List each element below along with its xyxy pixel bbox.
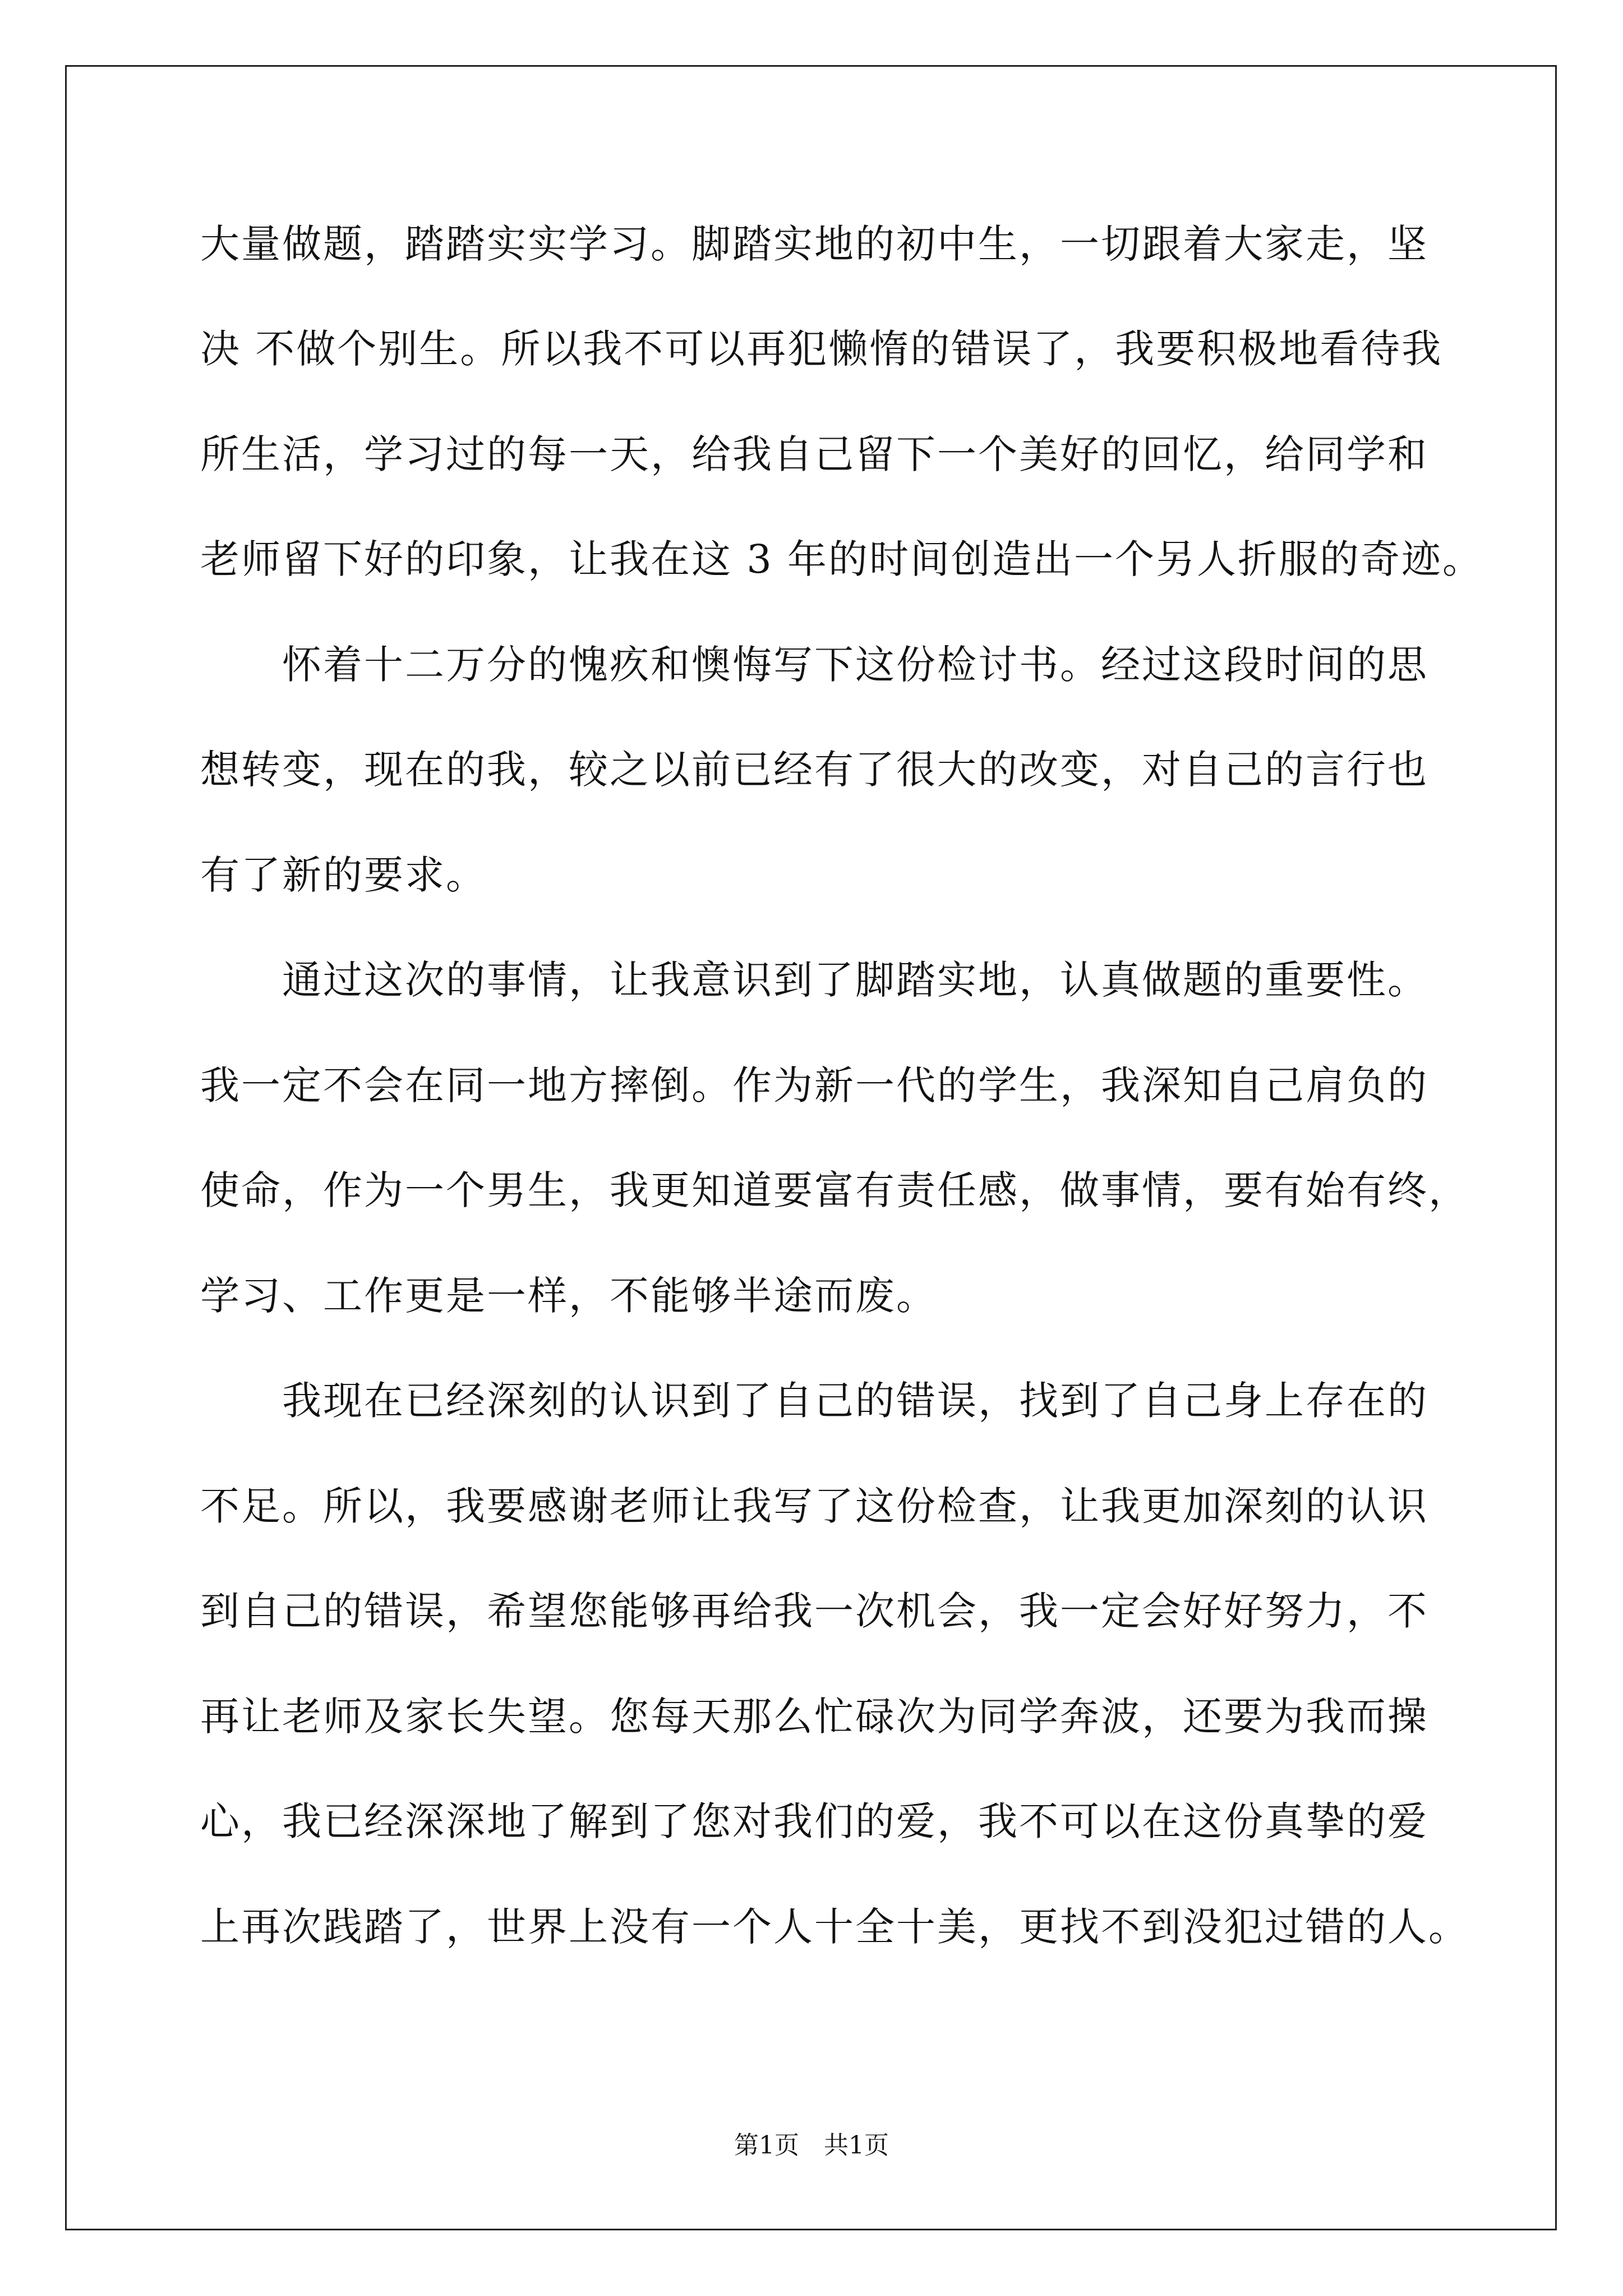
text-line: 我现在已经深刻的认识到了自己的错误，找到了自己身上存在的: [200, 1378, 1428, 1424]
text-line: 心，我已经深深地了解到了您对我们的爱，我不可以在这份真挚的爱: [200, 1798, 1428, 1844]
text-line: 再让老师及家长失望。您每天那么忙碌次为同学奔波，还要为我而操: [200, 1694, 1428, 1740]
text-line: 怀着十二万分的愧疚和懊悔写下这份检讨书。经过这段时间的思: [200, 642, 1428, 688]
text-line: 学习、工作更是一样，不能够半途而废。: [200, 1273, 937, 1319]
text-line: 大量做题，踏踏实实学习。脚踏实地的初中生，一切跟着大家走，坚: [200, 221, 1428, 267]
text-line: 上再次践踏了，世界上没有一个人十全十美，更找不到没犯过错的人。: [200, 1904, 1469, 1950]
text-line: 决 不做个别生。所以我不可以再犯懒惰的错误了，我要积极地看待我: [200, 326, 1443, 372]
text-line: 到自己的错误，希望您能够再给我一次机会，我一定会好好努力，不: [200, 1588, 1428, 1634]
text-line: 所生活，学习过的每一天，给我自己留下一个美好的回忆，给同学和: [200, 431, 1428, 477]
text-line: 有了新的要求。: [200, 852, 487, 898]
text-line: 老师留下好的印象，让我在这 3 年的时间创造出一个另人折服的奇迹。: [200, 536, 1484, 582]
text-line: 想转变，现在的我，较之以前已经有了很大的改变，对自己的言行也: [200, 747, 1428, 793]
text-line: 使命，作为一个男生，我更知道要富有责任感，做事情，要有始有终，: [200, 1167, 1469, 1213]
text-line: 通过这次的事情，让我意识到了脚踏实地，认真做题的重要性。: [200, 957, 1428, 1003]
page-footer: 第1页 共1页: [734, 2131, 889, 2160]
text-line: 不足。所以，我要感谢老师让我写了这份检查，让我更加深刻的认识: [200, 1483, 1428, 1529]
text-line: 我一定不会在同一地方摔倒。作为新一代的学生，我深知自己肩负的: [200, 1062, 1428, 1108]
